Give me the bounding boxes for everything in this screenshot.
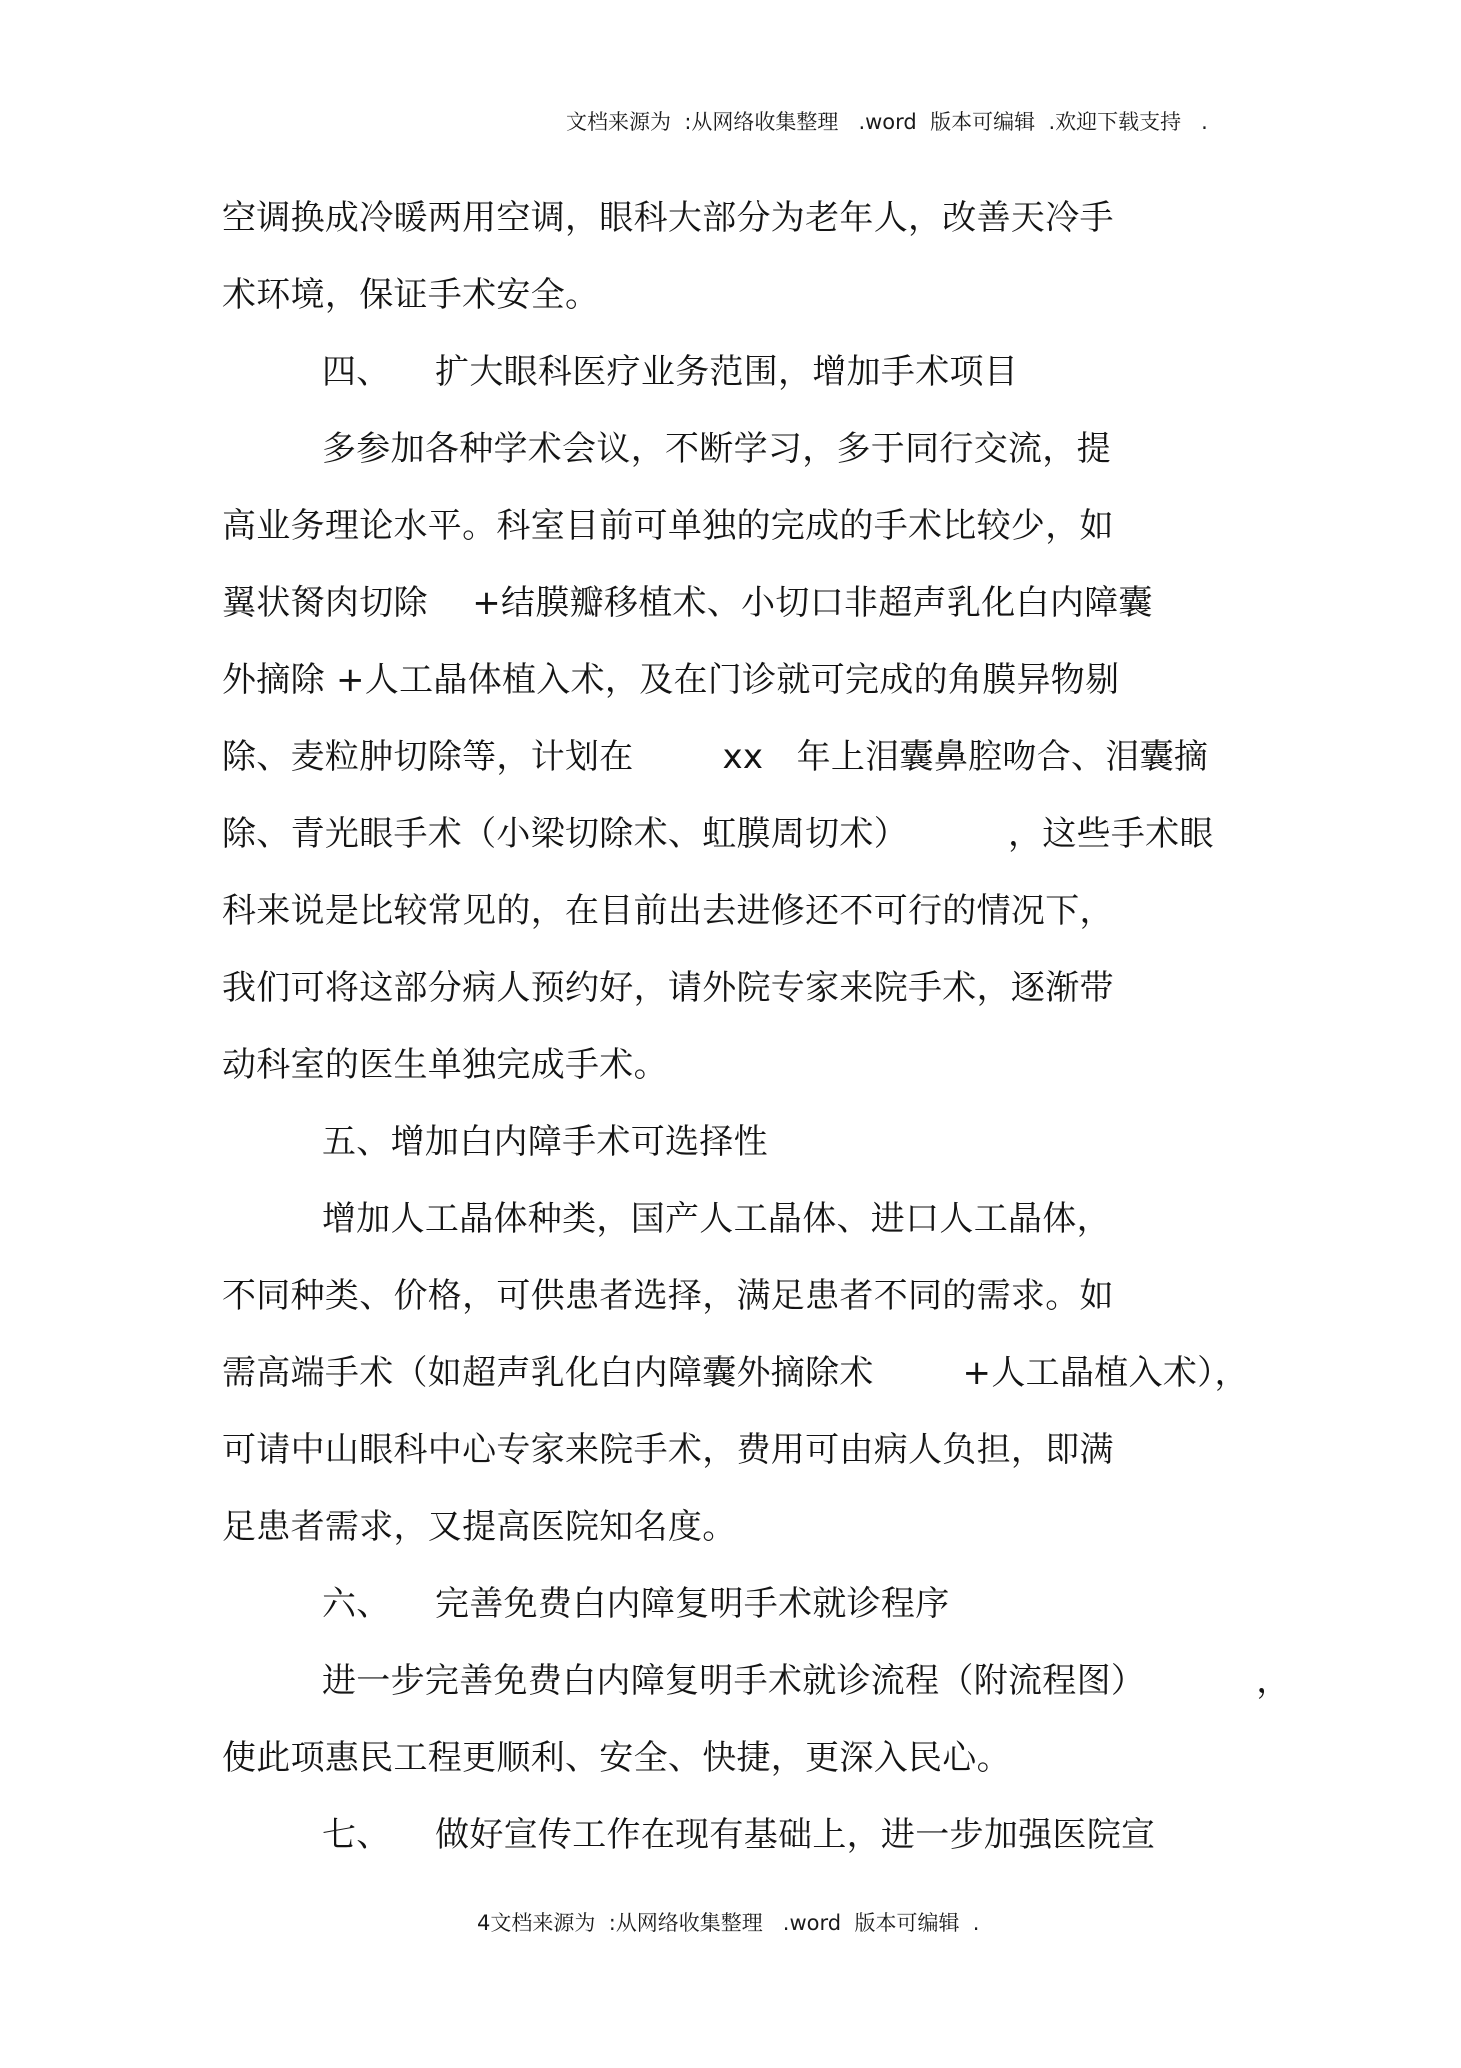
section-heading: 六、 完善免费白内障复明手术就诊程序 [322, 1584, 950, 1624]
paragraph-line: 术环境，保证手术安全。 [222, 275, 600, 315]
paragraph-line: 动科室的医生单独完成手术。 [222, 1045, 668, 1085]
paragraph-line: 高业务理论水平。科室目前可单独的完成的手术比较少，如 [222, 506, 1114, 546]
page-footer: 4文档来源为 :从网络收集整理 .word 版本可编辑 . [477, 1911, 980, 1935]
paragraph-line: 不同种类、价格，可供患者选择，满足患者不同的需求。如 [222, 1276, 1114, 1316]
paragraph-line: 我们可将这部分病人预约好，请外院专家来院手术，逐渐带 [222, 968, 1114, 1008]
section-heading: 七、 做好宣传工作在现有基础上，进一步加强医院宣 [322, 1815, 1156, 1855]
paragraph-line: 使此项惠民工程更顺利、安全、快捷，更深入民心。 [222, 1738, 1011, 1778]
paragraph-line: 可请中山眼科中心专家来院手术，费用可由病人负担，即满 [222, 1430, 1114, 1470]
paragraph-line: 空调换成冷暖两用空调，眼科大部分为老年人，改善天冷手 [222, 198, 1114, 238]
paragraph-line: 外摘除 +人工晶体植入术，及在门诊就可完成的角膜异物剔 [222, 660, 1120, 700]
paragraph-line: 除、麦粒肿切除等，计划在 xx 年上泪囊鼻腔吻合、泪囊摘 [222, 737, 1209, 777]
paragraph-line: 科来说是比较常见的，在目前出去进修还不可行的情况下， [222, 891, 1114, 931]
page-header: 文档来源为 :从网络收集整理 .word 版本可编辑 .欢迎下载支持 . [566, 110, 1208, 134]
paragraph-line: 增加人工晶体种类，国产人工晶体、进口人工晶体， [322, 1199, 1111, 1239]
paragraph-line: 需高端手术（如超声乳化白内障囊外摘除术 +人工晶植入术）， [222, 1353, 1249, 1393]
paragraph-line: 进一步完善免费白内障复明手术就诊流程（附流程图） ， [322, 1661, 1291, 1701]
paragraph-line: 足患者需求，又提高医院知名度。 [222, 1507, 737, 1547]
paragraph-line: 除、青光眼手术（小梁切除术、虹膜周切术） ，这些手术眼 [222, 814, 1214, 854]
section-heading: 五、增加白内障手术可选择性 [322, 1122, 768, 1162]
section-heading: 四、 扩大眼科医疗业务范围，增加手术项目 [322, 352, 1019, 392]
paragraph-line: 翼状胬肉切除 +结膜瓣移植术、小切口非超声乳化白内障囊 [222, 583, 1153, 623]
paragraph-line: 多参加各种学术会议，不断学习，多于同行交流，提 [322, 429, 1111, 469]
